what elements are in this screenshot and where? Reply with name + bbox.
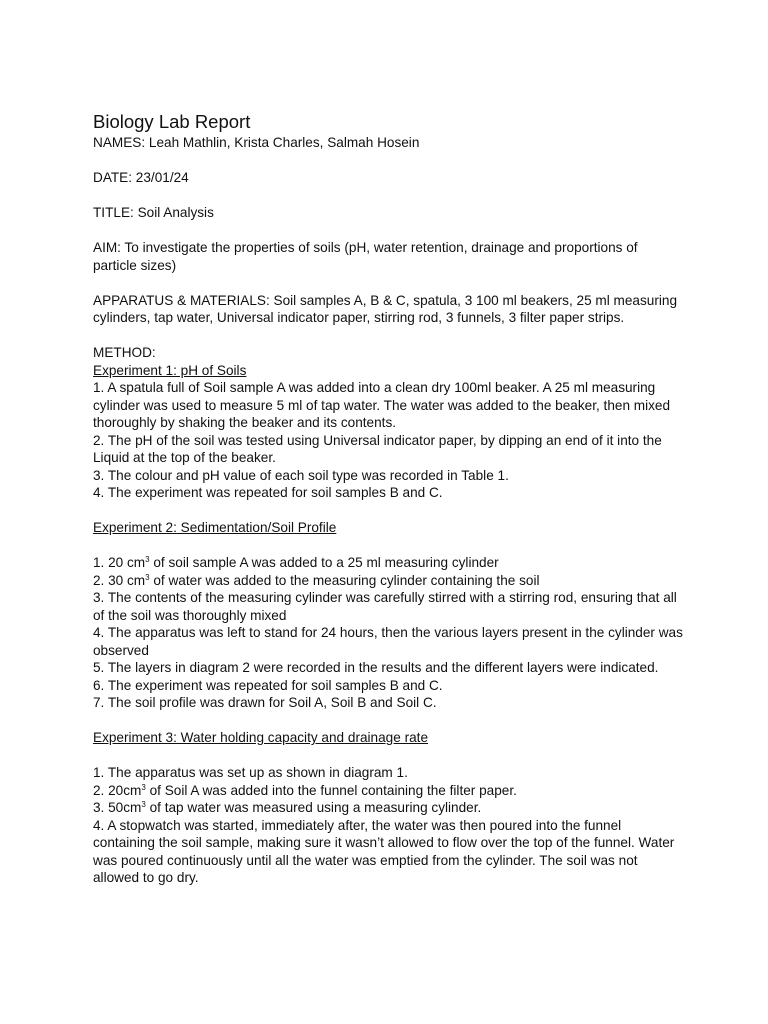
exp1-heading: Experiment 1: pH of Soils [93,362,247,378]
method-heading: METHOD: [93,345,156,360]
exp3-step-2: 2. $20cm^3$ of Soil A was added into the funnel containing the filter paper. [93,782,517,798]
exp2-heading: Experiment 2: Sedimentation/Soil Profile [93,520,337,535]
exp1-step-3: 3. The colour and pH value of each soil type was recorded in Table 1. [93,467,509,483]
exp2-step-2: 2. 30 $cm^3$ of water was added to the measuring cylinder containing the soil [93,572,540,588]
apparatus-paragraph: APPARATUS & MATERIALS: Soil samples A, B & C, spatula, 3 100 ml beakers, 25 ml measuring cylinders, tap water, Universal indicator paper, stirring rod, 3 funnels, 3 filter paper strips. [93,292,678,325]
exp2-step-5: 5. The layers in diagram 2 were recorded in the results and the different layers were indicated. [93,660,659,675]
exp2-step-4: 4. The apparatus was left to stand for 24 hours, then the various layers present in the cylinder was observed [93,625,683,658]
exp3-step-1: 1. The apparatus was set up as shown in diagram 1. [93,765,408,780]
exp1-step-1: 1. A spatula full of Soil sample A was added into a clean dry 100ml beaker. A 25 ml measuring cylinder was used to measure 5 ml of tap water. The water was added to the beaker, then mixed thoroughly by shaking the beaker and its contents. [93,380,671,430]
exp2-step-1: 1. 20 $cm^3$ of soil sample A was added to a 25 ml measuring cylinder [93,555,499,570]
date-line: DATE: 23/01/24 [93,170,189,185]
exp1-step-2: 2. The pH of the soil was tested using Universal indicator paper, by dipping an end of it into the Liquid at the top of the beaker. [93,432,662,465]
document-title: Biology Lab Report [93,111,251,132]
names-line: NAMES: Leah Mathlin, Krista Charles, Salmah Hosein [93,135,420,150]
exp2-step-7: 7. The soil profile was drawn for Soil A, Soil B and Soil C. [93,695,437,710]
exp2-step-6: 6. The experiment was repeated for soil samples B and C. [93,677,443,693]
exp3-step-3: 3. $50cm^3$ of tap water was measured using a measuring cylinder. [93,800,482,815]
report-title-line: TITLE: Soil Analysis [93,205,214,220]
exp3-step-4: 4. A stopwatch was started, immediately after, the water was then poured into the funnel containing the soil sample, making sure it wasn’t allowed to flow over the top of the funnel. Water was poured continuously until all the water was emptied from the cylinder. The soil was not allowed to go dry. [93,817,675,885]
exp1-step-4: 4. The experiment was repeated for soil samples B and C. [93,485,443,500]
exp2-step-3: 3. The contents of the measuring cylinder was carefully stirred with a stirring rod, ensuring that all of the soil was thoroughly mixed [93,590,677,623]
aim-paragraph: AIM: To investigate the properties of soils (pH, water retention, drainage and proportions of particle sizes) [93,240,638,273]
exp3-heading: Experiment 3: Water holding capacity and drainage rate [93,730,428,745]
lab-report-document [93,110,683,887]
